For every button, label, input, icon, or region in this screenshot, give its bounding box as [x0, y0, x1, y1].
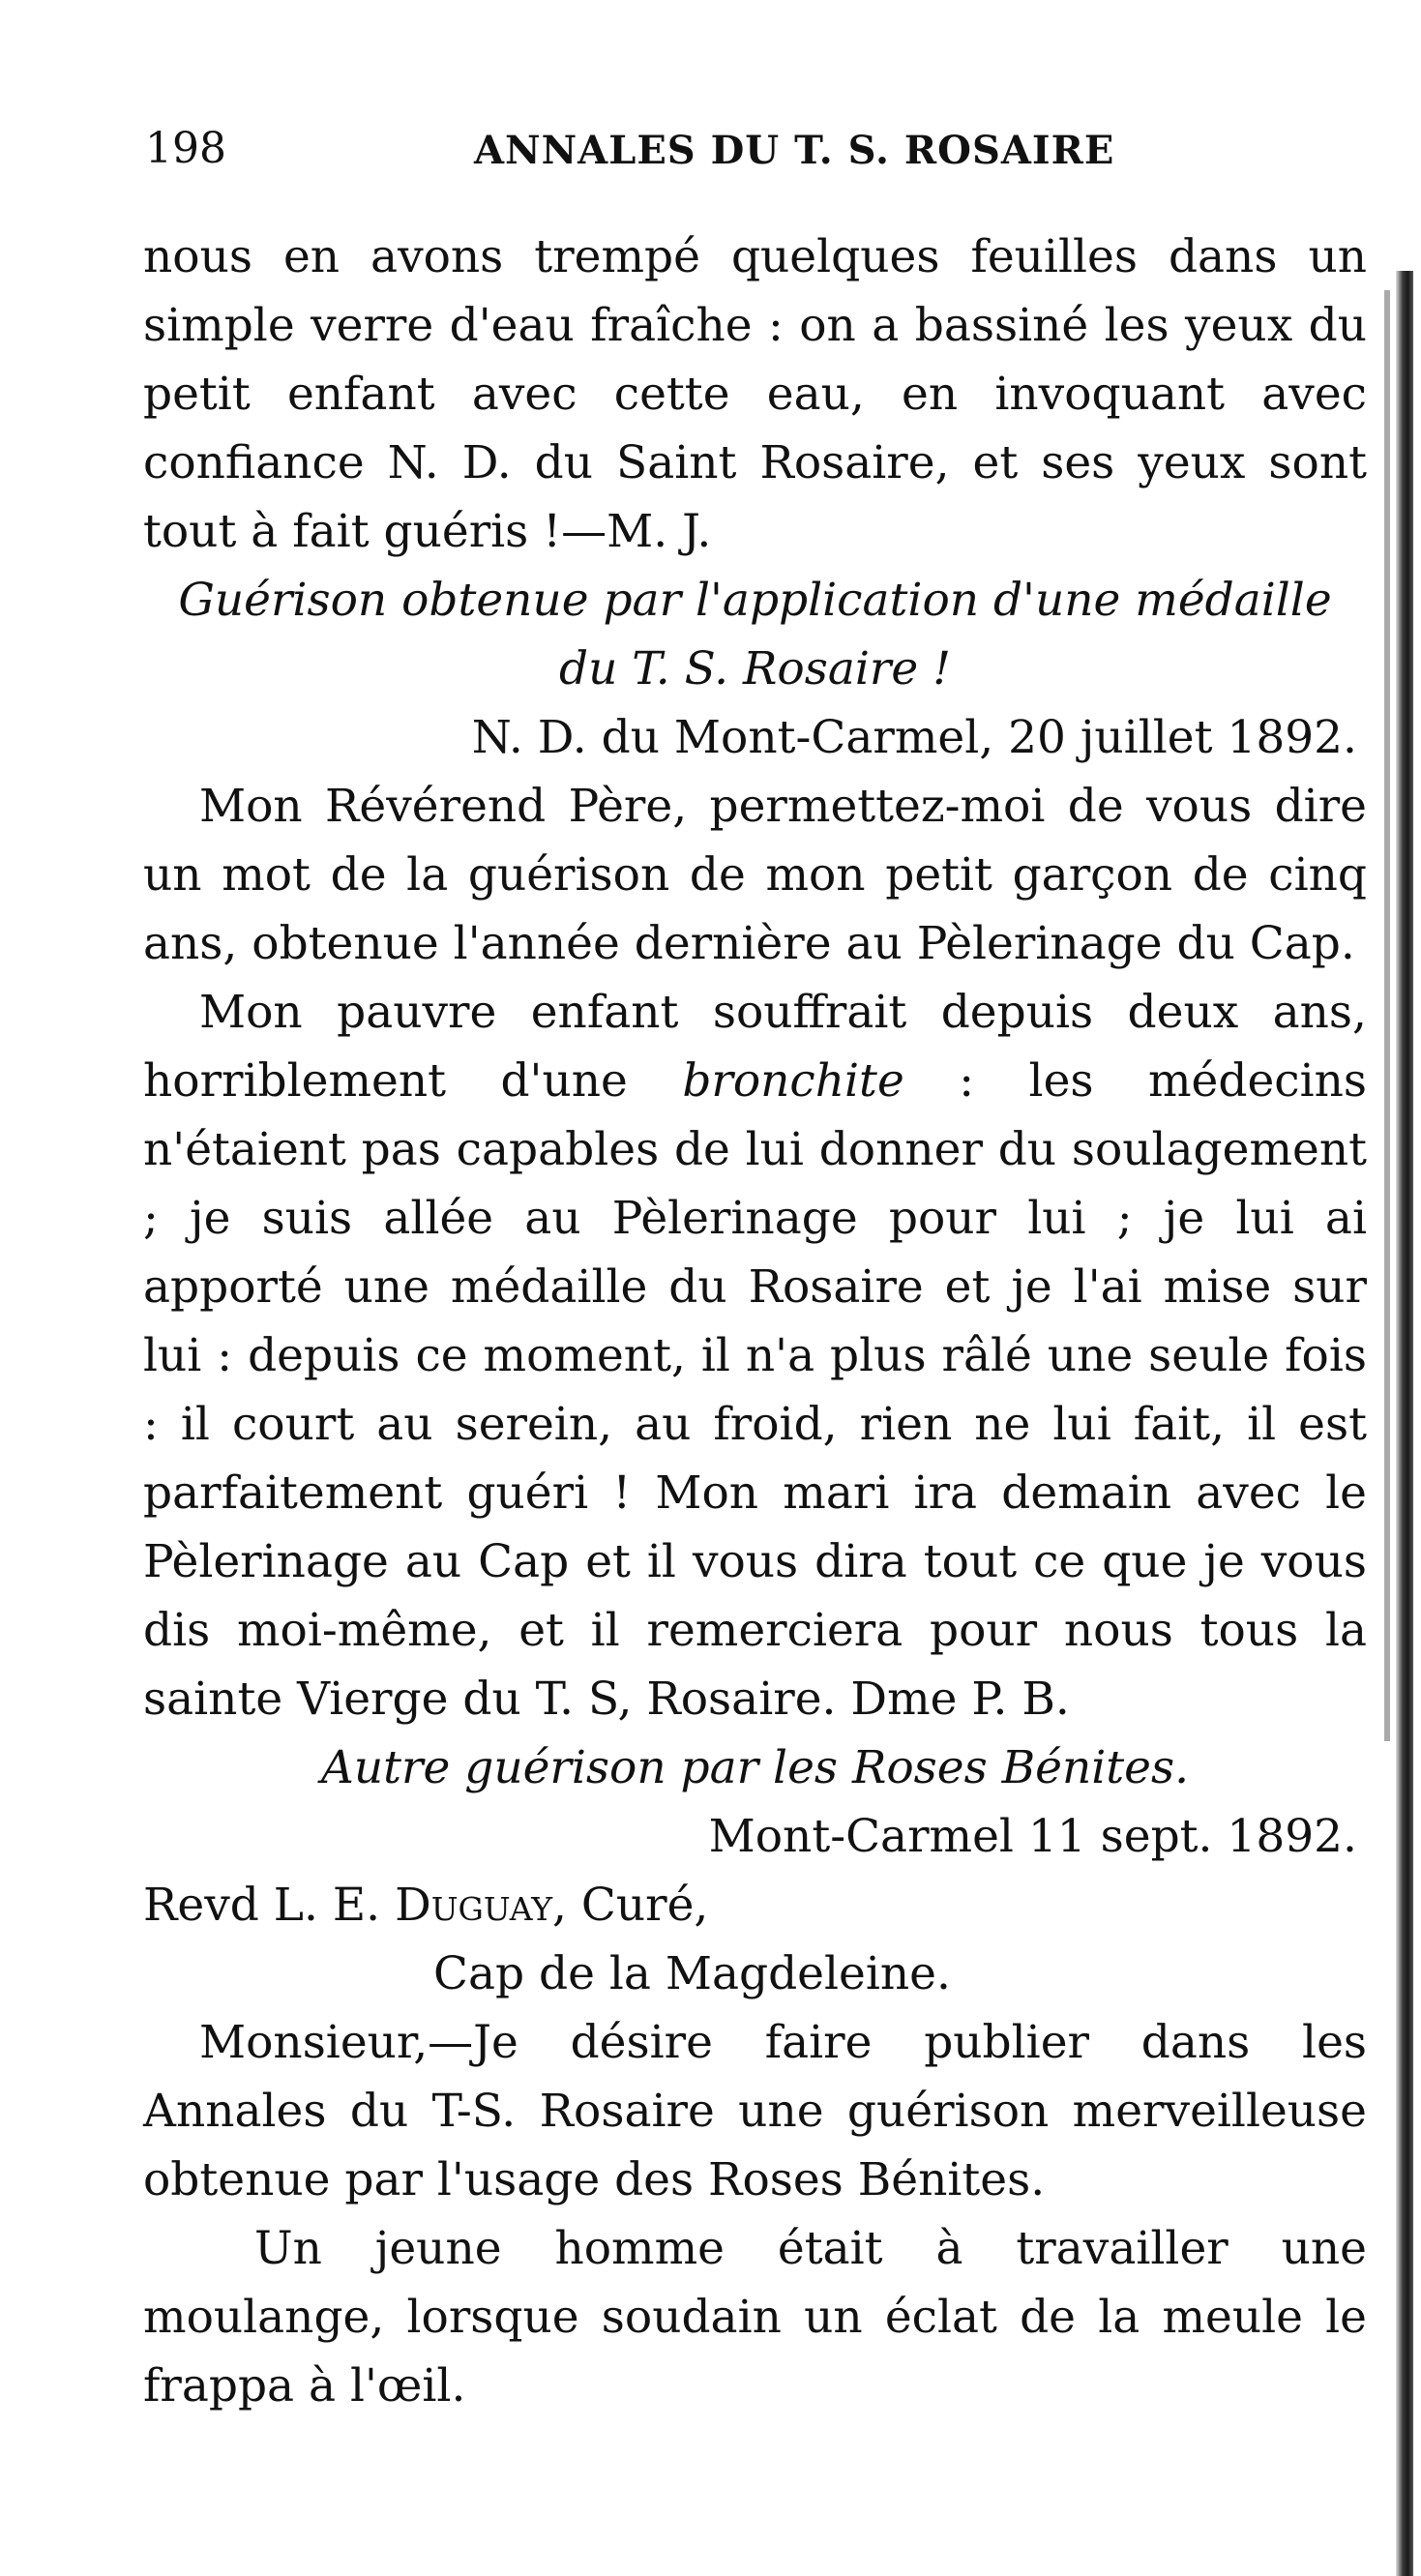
- paragraph-letter-body: [143, 978, 1367, 1733]
- dateline-september: Mont-Carmel 11 sept. 1892.: [708, 1810, 1357, 1863]
- paragraph-letter-body-part2: : les médecins n'étaient pas capables de lui donner du soulagement ; je suis allée au Pèlerinage pour lui ; je lui ai apporté une médaille du Rosaire et je l'ai mise sur lui : depuis ce moment, il n'a plus râlé une seule fois : il court au serein, au froid, rien ne lui fait, il est parfaitement guéri ! Mon mari ira demain avec le Pèlerinage au Cap et il vous dira tout ce que je vous dis moi-même, et il remerciera pour nous tous la sainte Vierge du T. S, Rosaire. Dme P. B.: [143, 1054, 1367, 1726]
- section-heading-roses: Autre guérison par les Roses Bénites.: [320, 1741, 1190, 1794]
- paragraph-story-start: Un jeune homme était à travailler une moulange, lorsque soudain un éclat de la meule le frappa à l'œil.: [143, 2222, 1367, 2413]
- addressee-prefix: Revd L. E.: [143, 1879, 396, 1932]
- addressee-suffix: , Curé,: [552, 1879, 709, 1932]
- paragraph-letter-body-part1: Mon pauvre enfant souffrait depuis deux ans, horriblement d'une: [143, 986, 1367, 1108]
- paragraph-request: Monsieur,—Je désire faire publier dans les Annales du T-S. Rosaire une guérison merveilleuse obtenue par l'usage des Roses Bénites.: [143, 2016, 1367, 2206]
- page-number: 198: [145, 124, 226, 173]
- running-head: ANNALES DU T. S. ROSAIRE: [474, 128, 1115, 173]
- page-edge-shadow: [1384, 290, 1390, 1741]
- section-heading-medal-line2: du T. S. Rosaire !: [559, 642, 951, 696]
- addressee-line: [143, 1871, 1367, 1939]
- page-header: [145, 124, 1374, 182]
- addressee-name: Duguay: [395, 1879, 552, 1932]
- page-binding-edge: [1396, 271, 1413, 2576]
- italic-word-bronchite: bronchite: [682, 1054, 904, 1108]
- dateline-july: N. D. du Mont-Carmel, 20 juillet 1892.: [471, 711, 1357, 764]
- paragraph-letter-intro: Mon Révérend Père, permettez-moi de vous dire un mot de la guérison de mon petit garçon de cinq ans, obtenue l'année dernière au Pèlerinage du Cap.: [143, 780, 1367, 970]
- body-text: [143, 222, 1367, 2420]
- section-heading-medal-line1: Guérison obtenue par l'application d'une médaille: [178, 574, 1332, 627]
- section-heading-medal: [143, 566, 1367, 703]
- paragraph-continued: nous en avons trempé quelques feuilles dans un simple verre d'eau fraîche : on a bassiné les yeux du petit enfant avec cette eau, en invoquant avec confiance N. D. du Saint Rosaire, et ses yeux sont tout à fait guéris !—M. J.: [143, 230, 1367, 558]
- addressee-place: Cap de la Magdeleine.: [433, 1947, 951, 2000]
